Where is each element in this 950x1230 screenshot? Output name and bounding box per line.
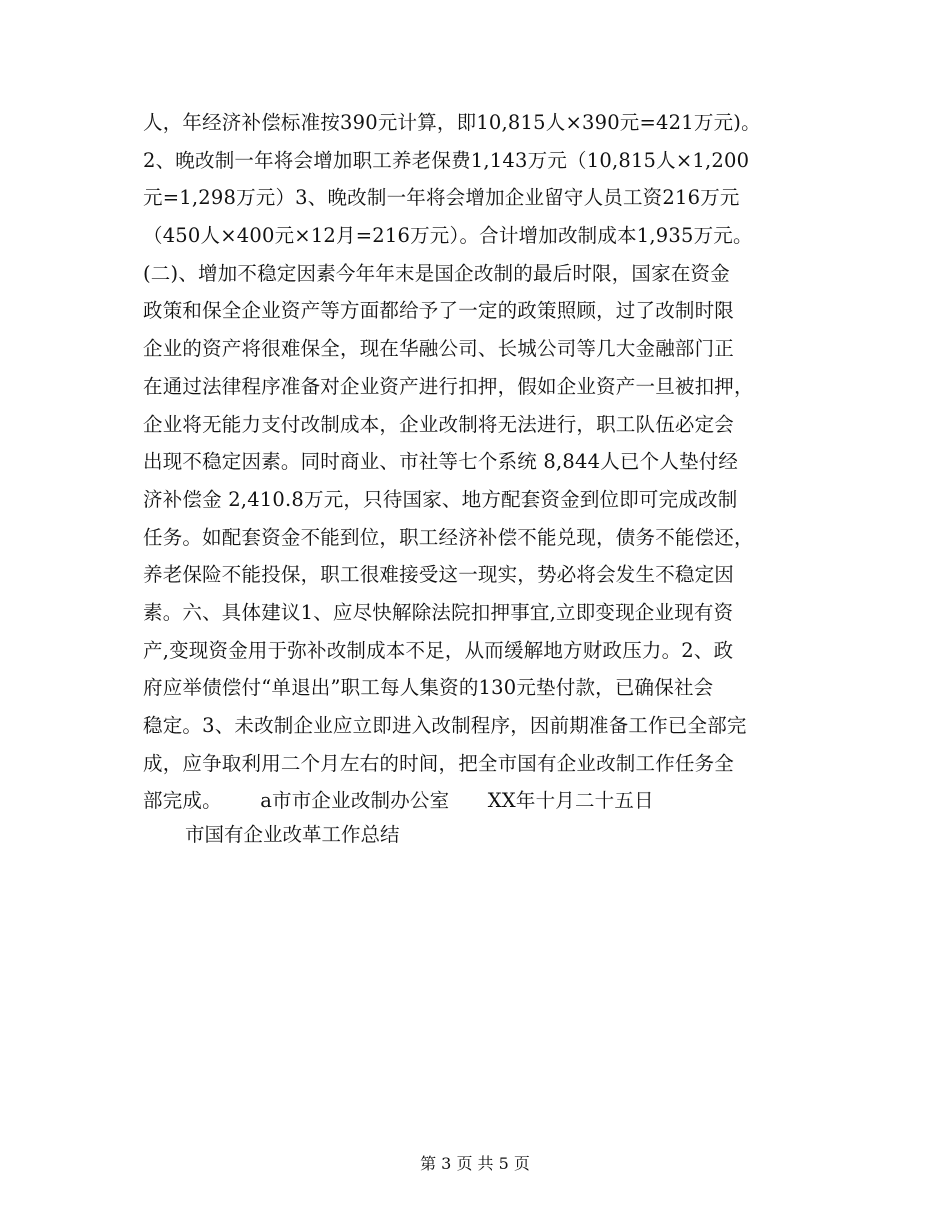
- text-line: 政策和保全企业资产等方面都给予了一定的政策照顾，过了改制时限: [143, 299, 735, 323]
- text-line: 稳定。3、未改制企业应立即进入改制程序，因前期准备工作已全部完: [143, 714, 747, 737]
- text-line: （450人×400元×12月=216万元）。合计增加改制成本1,935万元。: [143, 224, 753, 248]
- text-line: 成，应争取利用二个月左右的时间，把全市国有企业改制工作任务全: [143, 751, 735, 775]
- body-text: [143, 104, 823, 820]
- document-subtitle: 市国有企业改革工作总结: [185, 823, 400, 846]
- text-line: (二)、增加不稳定因素今年年末是国企改制的最后时限，国家在资金: [143, 261, 730, 285]
- text-line: 出现不稳定因素。同时商业、市社等七个系统 8,844人已个人垫付经: [143, 450, 739, 474]
- text-line: 人，年经济补偿标准按390元计算，即10,815人×390元=421万元)。: [143, 111, 761, 134]
- text-line: 企业将无能力支付改制成本，企业改制将无法进行，职工队伍必定会: [143, 412, 735, 436]
- text-line: 府应举债偿付“单退出”职工每人集资的130元垫付款，已确保社会: [143, 676, 714, 700]
- text-line: 企业的资产将很难保全，现在华融公司、长城公司等几大金融部门正: [143, 337, 735, 361]
- text-line: 养老保险不能投保，职工很难接受这一现实，势必将会发生不稳定因: [143, 563, 735, 587]
- text-line: 元=1,298万元）3、晚改制一年将会增加企业留守人员工资216万元: [143, 186, 740, 210]
- page-number-footer: 第 3 页 共 5 页: [420, 1154, 530, 1173]
- text-line: 产,变现资金用于弥补改制成本不足，从而缓解地方财政压力。2、政: [143, 638, 734, 662]
- text-line: 任务。如配套资金不能到位，职工经济补偿不能兑现，债务不能偿还，: [143, 525, 754, 549]
- text-line: 在通过法律程序准备对企业资产进行扣押，假如企业资产一旦被扣押，: [143, 374, 754, 398]
- text-line: 济补偿金 2,410.8万元，只待国家、地方配套资金到位即可完成改制: [143, 487, 738, 511]
- text-line: 2、晚改制一年将会增加职工养老保费1,143万元（10,815人×1,200: [143, 148, 750, 172]
- text-line: 素。六、具体建议1、应尽快解除法院扣押事宜,立即变现企业现有资: [143, 600, 734, 624]
- text-line: 部完成。 a市市企业改制办公室 XX年十月二十五日: [143, 789, 654, 813]
